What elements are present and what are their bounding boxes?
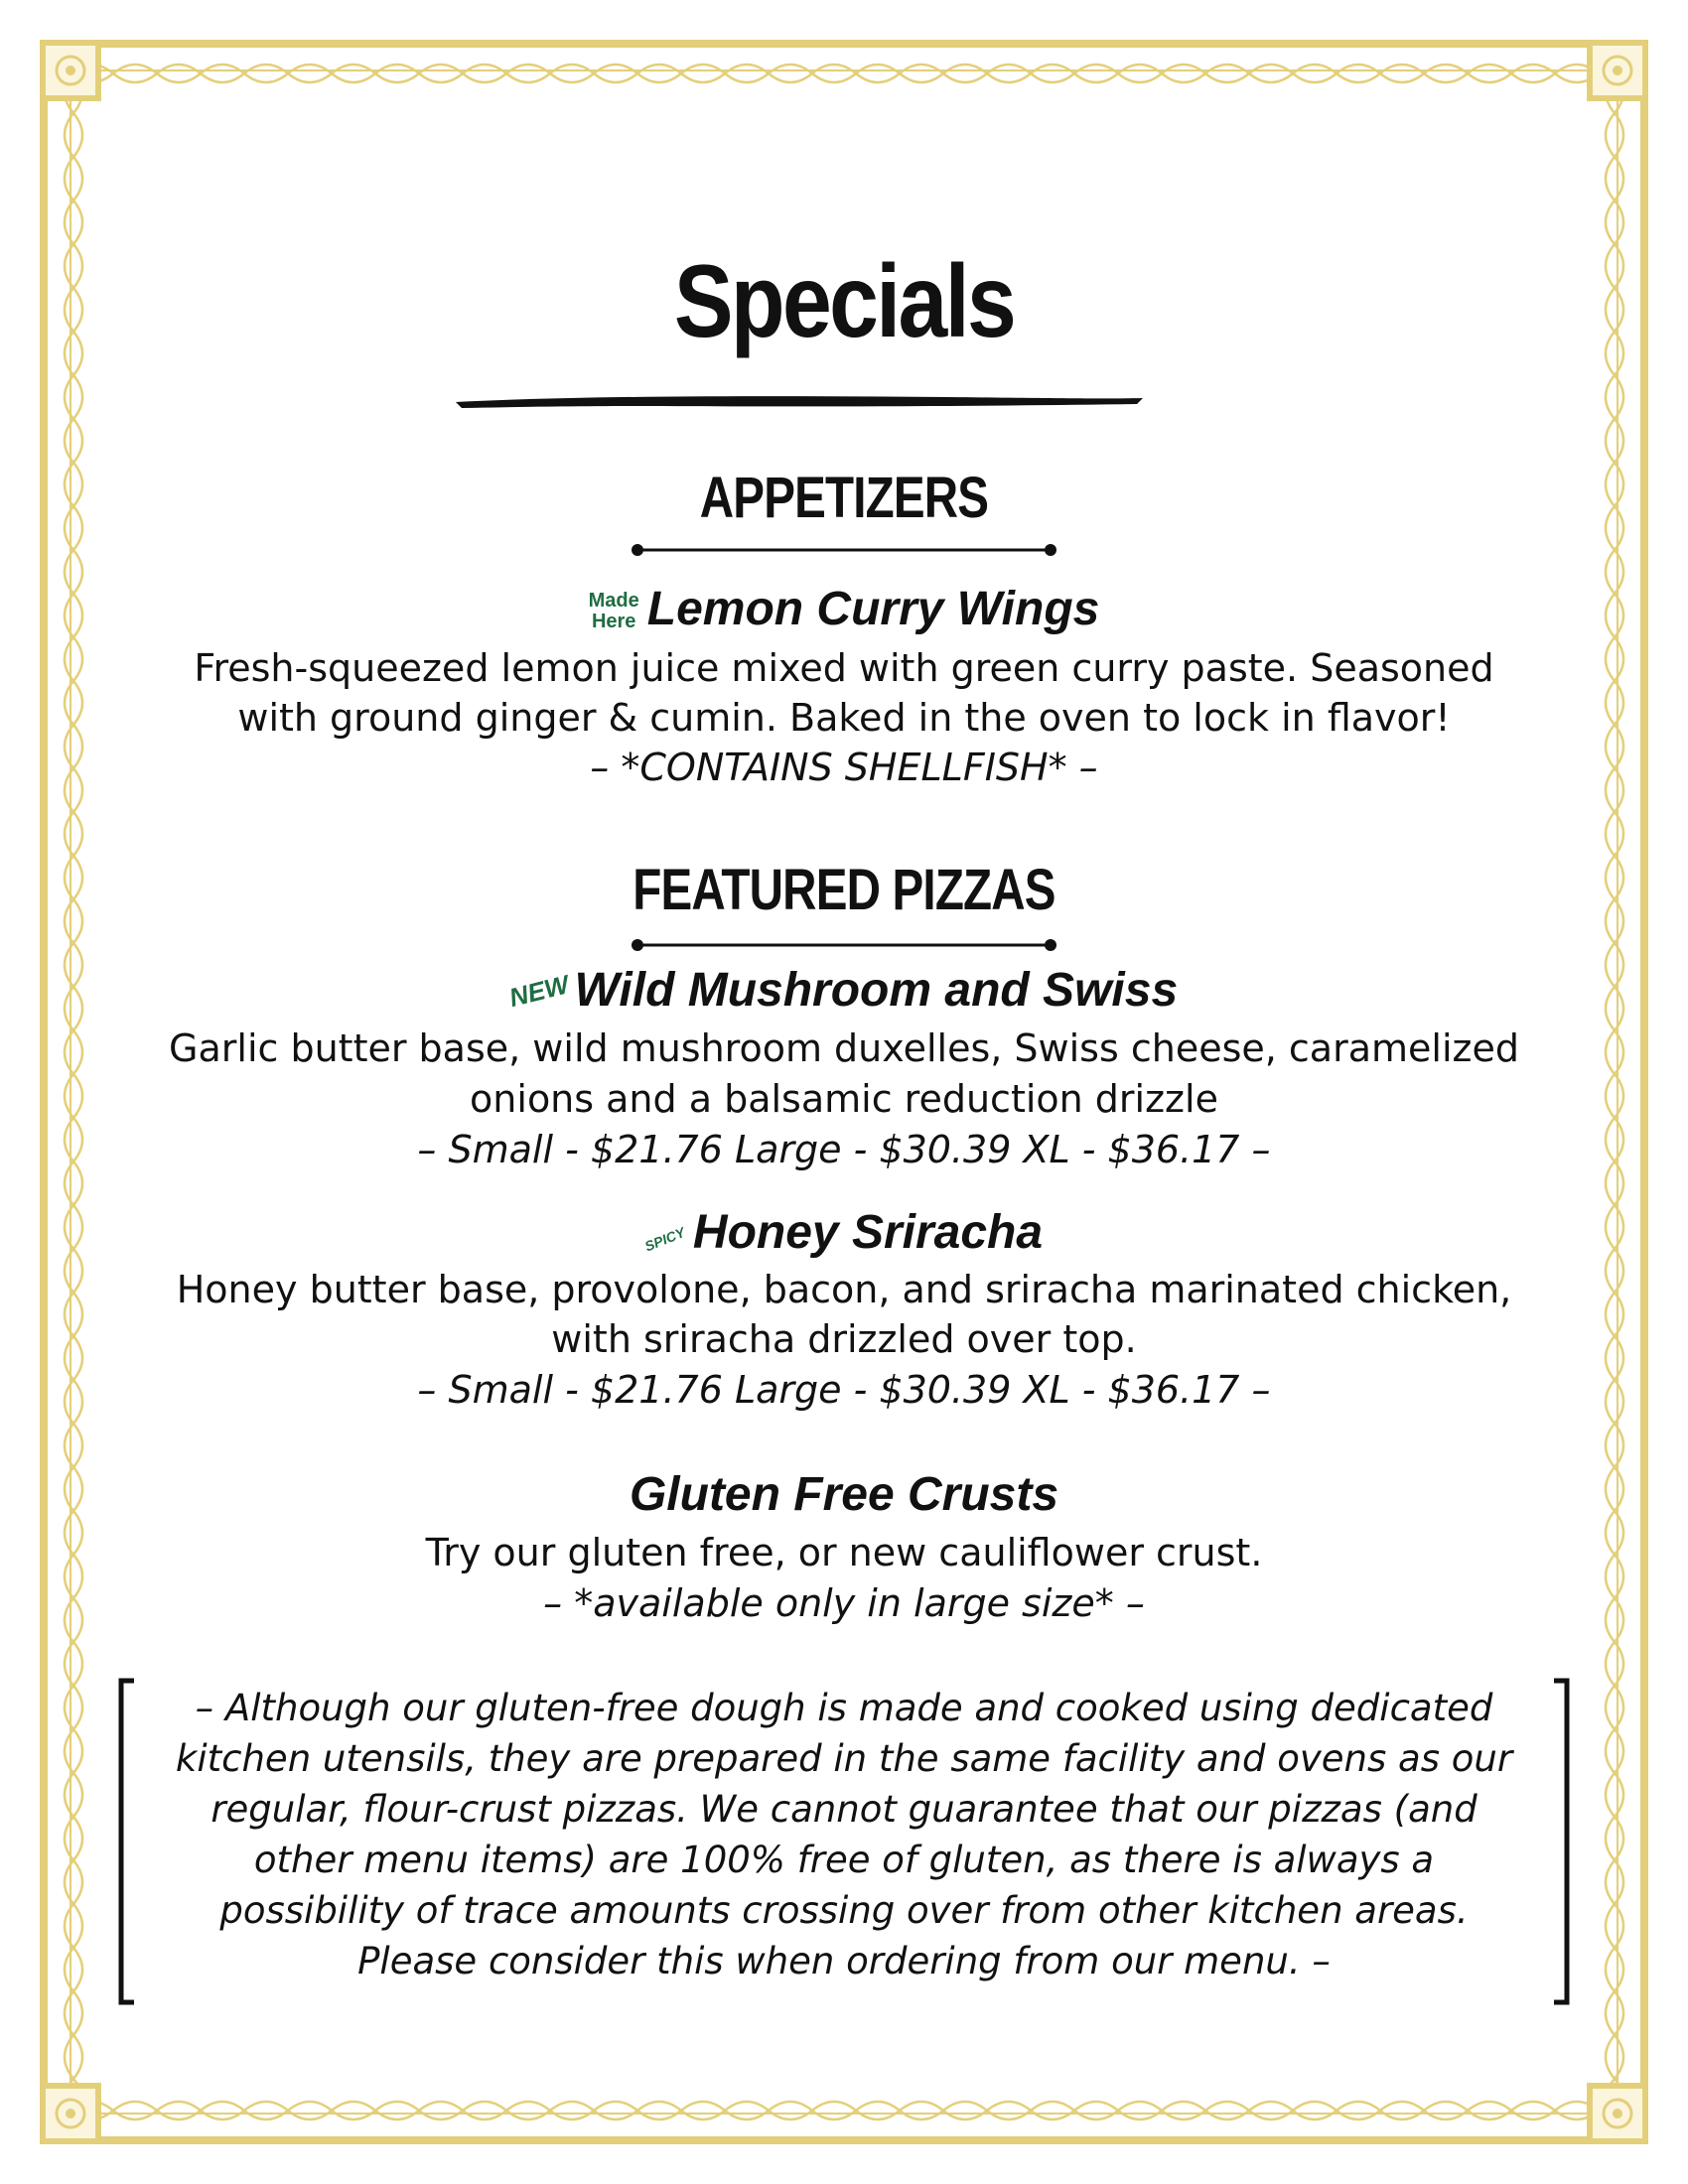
spicy-tag: SPICY bbox=[641, 1224, 687, 1255]
allergen-note: – *CONTAINS SHELLFISH* – bbox=[590, 746, 1098, 789]
item-description: onions and a balsamic reduction drizzle bbox=[470, 1077, 1218, 1121]
item-description: with sriracha drizzled over top. bbox=[551, 1317, 1137, 1361]
gluten-free-note: – *available only in large size* – bbox=[543, 1581, 1145, 1625]
menu-item-name: Made Here Lemon Curry Wings bbox=[588, 583, 1100, 635]
disclaimer-line: regular, flour-crust pizzas. We cannot guarantee that our pizzas (and bbox=[211, 1788, 1477, 1831]
corner-rosette-icon bbox=[1587, 40, 1648, 101]
title-brush-underline bbox=[452, 392, 1147, 412]
corner-rosette-icon bbox=[40, 40, 101, 101]
disclaimer-line: other menu items) are 100% free of gluten, as there is always a bbox=[253, 1839, 1435, 1881]
appetizers-heading: APPETIZERS bbox=[699, 466, 989, 530]
disclaimer-line: kitchen utensils, they are prepared in the same facility and ovens as our bbox=[175, 1737, 1513, 1780]
section-divider bbox=[630, 542, 1058, 558]
item-prices: – Small - $21.76 Large - $30.39 XL - $36.17 – bbox=[417, 1368, 1271, 1412]
menu-item-name: SPICY Honey Sriracha bbox=[641, 1206, 1044, 1259]
disclaimer-line: Please consider this when ordering from our menu. – bbox=[357, 1940, 1331, 1982]
page-title: Specials bbox=[673, 244, 1015, 359]
item-description: with ground ginger & cumin. Baked in the oven to lock in flavor! bbox=[237, 696, 1451, 740]
corner-rosette-icon bbox=[40, 2083, 101, 2144]
disclaimer-line: – Although our gluten-free dough is made and cooked using dedicated bbox=[195, 1687, 1493, 1729]
left-border-ornament bbox=[48, 69, 99, 2115]
item-prices: – Small - $21.76 Large - $30.39 XL - $36.17 – bbox=[417, 1128, 1271, 1171]
new-tag: NEW bbox=[505, 969, 572, 1014]
gluten-disclaimer bbox=[117, 1678, 1571, 2005]
menu-item-name: NEWWild Mushroom and Swiss bbox=[505, 964, 1179, 1017]
made-here-tag: Made Here bbox=[588, 590, 639, 633]
item-description: Honey butter base, provolone, bacon, and sriracha marinated chicken, bbox=[176, 1268, 1512, 1311]
right-border-ornament bbox=[1589, 69, 1640, 2115]
featured-pizzas-heading: FEATURED PIZZAS bbox=[633, 858, 1055, 922]
item-description: Garlic butter base, wild mushroom duxelles, Swiss cheese, caramelized bbox=[169, 1026, 1519, 1070]
item-description: Fresh-squeezed lemon juice mixed with green curry paste. Seasoned bbox=[194, 646, 1494, 690]
disclaimer-line: possibility of trace amounts crossing over from other kitchen areas. bbox=[219, 1889, 1469, 1932]
gluten-free-heading: Gluten Free Crusts bbox=[629, 1468, 1059, 1521]
section-divider bbox=[630, 937, 1058, 953]
gluten-free-description: Try our gluten free, or new cauliflower crust. bbox=[425, 1531, 1263, 1574]
corner-rosette-icon bbox=[1587, 2083, 1648, 2144]
